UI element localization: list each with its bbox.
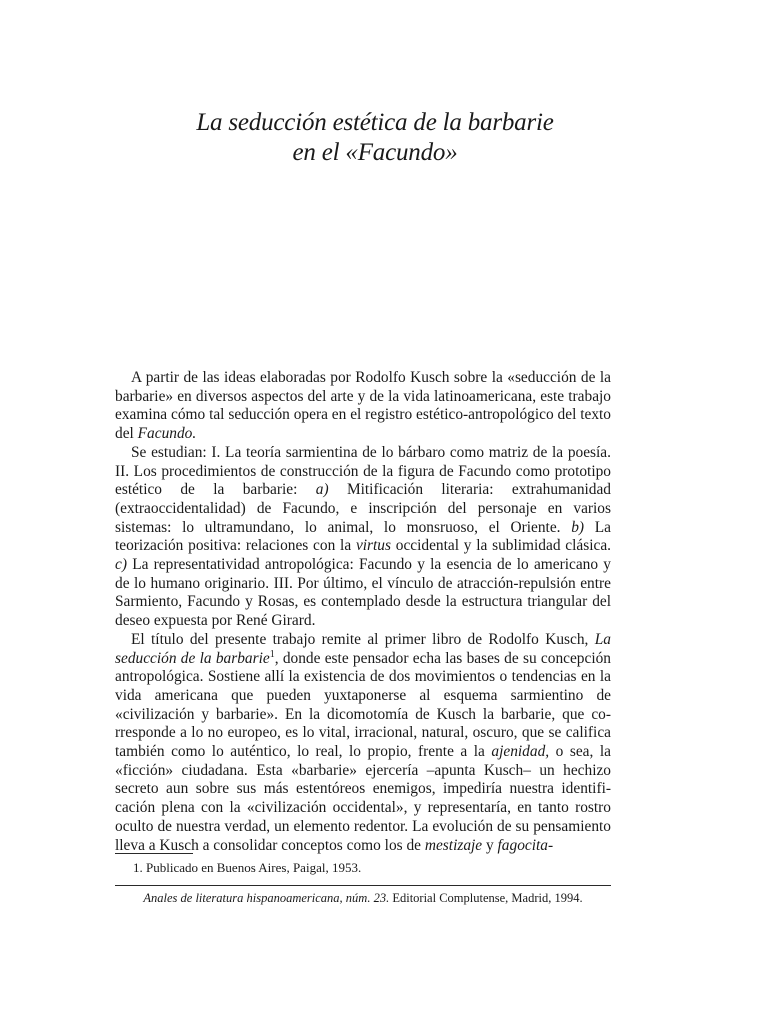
article-body (115, 369, 611, 855)
italic-run: b) (571, 518, 585, 536)
italic-run: ajenidad, (491, 743, 550, 761)
text-run: o sea, la «ficción» ciudadana. Esta «barbarie» ejercería –apunta Kusch– un hechizo secreto aun sobre sus más estentóreos enemigos, impediría nuestra identificación plena con la «civilización occidental», y representaría, en tanto rostro oculto de nuestra verdad, un elemento redentor. La evolución de su pensamiento lleva a Kusch a consolidar conceptos como los de (115, 743, 611, 854)
italic-run: virtus (355, 537, 391, 555)
journal-name: Anales de literatura hispanoamericana, núm. 23. (143, 891, 390, 905)
text-run: Mitificación literaria: extrahumanidad (extraoccidentalidad) de Facundo, e inscripción del personaje en varios sistemas: lo ultramundano, lo animal, lo monsruoso, el Oriente. (115, 481, 612, 536)
footnote-divider (115, 853, 193, 854)
journal-footer (115, 890, 611, 906)
footer-divider (115, 885, 611, 886)
text-run: y (482, 836, 498, 854)
italic-run: c) (115, 556, 127, 574)
text-run: occidental y la sublimidad clásica. (391, 537, 611, 555)
italic-run: La seducción de la barbarie (115, 630, 611, 667)
article-title-line-2: en el «Facundo» (292, 139, 458, 166)
footnote: 1. Publicado en Buenos Aires, Paigal, 1953. (133, 860, 362, 875)
publisher-info: Editorial Complutense, Madrid, 1994. (389, 891, 583, 905)
text-run: Se estudian: I. La teoría sarmientina de lo bárbaro como matriz de la poesía. II. Los procedimientos de construcción de la figura de Facundo como prototipo estético de la barbarie: (115, 443, 611, 499)
italic-run: fagocita- (497, 836, 554, 854)
text-run: El título del presente trabajo remite al primer libro de Rodolfo Kusch, (131, 630, 595, 648)
footnote-ref[interactable]: 1 (269, 648, 275, 660)
text-run: , donde este pensador echa las bases de su concepción antropológica. Sostiene allí la existencia de dos movimientos o tendencias en la vida americana que pueden yuxtaponerse al esquema sarmientino de «civilización y barbarie». En la dicomotomía de Kusch la barbarie, que corresponde a lo no europeo, es lo vital, irracional, natural, oscuro, que se califica también como lo auténtico, lo real, lo propio, frente a la (115, 649, 611, 761)
article-title-line-1: La seducción estética de la barbarie (196, 109, 554, 136)
abstract-paragraph-2 (115, 444, 611, 631)
article-title (110, 108, 640, 168)
text-run: A partir de las ideas elaboradas por Rodolfo Kusch sobre la «seducción de la barbarie» en diversos aspectos del arte y de la vida latinoamericana, este trabajo examina cómo tal seducción opera en el registro estético-antropológico del texto del (115, 369, 611, 443)
italic-run: mestizaje (424, 836, 483, 854)
italic-run: Facundo. (137, 425, 197, 443)
body-paragraph-1 (115, 631, 611, 855)
text-run: La representatividad antropológica: Facundo y la esencia de lo americano y de lo humano originario. III. Por último, el vínculo de atracción-repulsión entre Sarmiento, Facundo y Rosas, es contemplado desde la estructura triangular del deseo expuesta por René Girard. (115, 556, 611, 630)
abstract-paragraph-1 (115, 369, 611, 444)
italic-run: a) (315, 481, 329, 499)
text-run: La teorización positiva: relaciones con la (115, 518, 611, 555)
